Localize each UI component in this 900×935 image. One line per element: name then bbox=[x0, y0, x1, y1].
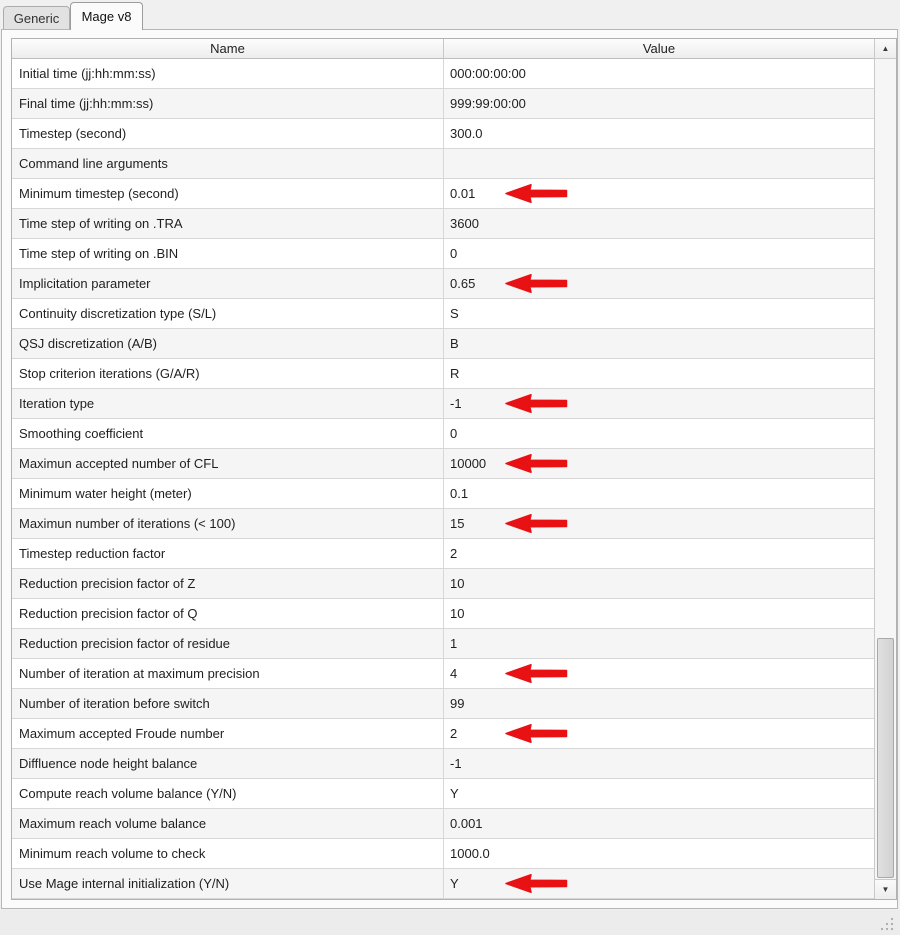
param-value-cell[interactable] bbox=[444, 839, 874, 868]
param-name-cell[interactable]: Smoothing coefficient bbox=[12, 419, 444, 448]
param-name-cell[interactable]: Time step of writing on .TRA bbox=[12, 209, 444, 238]
param-value-text: 0 bbox=[450, 426, 458, 441]
param-value-text: 10000 bbox=[450, 456, 487, 471]
param-name-cell[interactable]: Initial time (jj:hh:mm:ss) bbox=[12, 59, 444, 88]
param-value-cell[interactable] bbox=[444, 659, 874, 688]
table-row[interactable] bbox=[12, 479, 874, 509]
param-value-text: 0.001 bbox=[450, 816, 483, 831]
param-name-cell[interactable]: Maximun accepted number of CFL bbox=[12, 449, 444, 478]
red-arrow-annotation bbox=[504, 723, 570, 744]
table-row[interactable] bbox=[12, 149, 874, 179]
param-value-text: 0.1 bbox=[450, 486, 469, 501]
param-value-cell[interactable] bbox=[444, 299, 874, 328]
table-row[interactable] bbox=[12, 869, 874, 899]
param-value-cell[interactable] bbox=[444, 809, 874, 838]
red-arrow-annotation bbox=[504, 393, 570, 414]
param-name-cell[interactable]: Reduction precision factor of residue bbox=[12, 629, 444, 658]
param-name-cell[interactable]: Maximum reach volume balance bbox=[12, 809, 444, 838]
param-value-text: 10 bbox=[450, 606, 465, 621]
param-value-cell[interactable] bbox=[444, 569, 874, 598]
param-value-text: 2 bbox=[450, 546, 458, 561]
param-value-text: 0 bbox=[450, 246, 458, 261]
table-row[interactable] bbox=[12, 599, 874, 629]
table-row[interactable] bbox=[12, 539, 874, 569]
table-row[interactable] bbox=[12, 239, 874, 269]
column-header-name[interactable]: Name bbox=[12, 39, 444, 59]
scroll-up-button[interactable] bbox=[875, 39, 896, 59]
red-arrow-annotation bbox=[504, 513, 570, 534]
param-value-cell[interactable] bbox=[444, 149, 874, 178]
param-value-cell[interactable] bbox=[444, 869, 874, 898]
param-name-cell[interactable]: Number of iteration at maximum precision bbox=[12, 659, 444, 688]
table-header bbox=[12, 39, 896, 59]
param-name-cell[interactable]: Timestep reduction factor bbox=[12, 539, 444, 568]
param-name-cell[interactable]: Diffluence node height balance bbox=[12, 749, 444, 778]
parameters-table bbox=[11, 38, 897, 900]
red-arrow-annotation bbox=[504, 183, 570, 204]
table-row[interactable] bbox=[12, 419, 874, 449]
table-body bbox=[12, 59, 874, 899]
table-row[interactable] bbox=[12, 809, 874, 839]
scrollbar-thumb[interactable] bbox=[877, 638, 894, 878]
table-row[interactable] bbox=[12, 449, 874, 479]
table-row[interactable] bbox=[12, 779, 874, 809]
param-name-cell[interactable]: Stop criterion iterations (G/A/R) bbox=[12, 359, 444, 388]
tab-generic[interactable]: Generic bbox=[3, 6, 70, 30]
table-row[interactable] bbox=[12, 209, 874, 239]
table-row[interactable] bbox=[12, 689, 874, 719]
param-value-cell[interactable] bbox=[444, 239, 874, 268]
param-name-cell[interactable]: Use Mage internal initialization (Y/N) bbox=[12, 869, 444, 898]
param-name-cell[interactable]: Implicitation parameter bbox=[12, 269, 444, 298]
param-value-text: -1 bbox=[450, 756, 462, 771]
param-name-cell[interactable]: Final time (jj:hh:mm:ss) bbox=[12, 89, 444, 118]
table-row[interactable] bbox=[12, 719, 874, 749]
param-name-cell[interactable]: QSJ discretization (A/B) bbox=[12, 329, 444, 358]
param-value-cell[interactable] bbox=[444, 269, 874, 298]
param-value-text: B bbox=[450, 336, 459, 351]
param-name-cell[interactable]: Compute reach volume balance (Y/N) bbox=[12, 779, 444, 808]
param-value-cell[interactable] bbox=[444, 689, 874, 718]
red-arrow-annotation bbox=[504, 663, 570, 684]
red-arrow-annotation bbox=[504, 453, 570, 474]
table-row[interactable] bbox=[12, 179, 874, 209]
param-value-text: S bbox=[450, 306, 459, 321]
param-value-cell[interactable] bbox=[444, 179, 874, 208]
param-value-cell[interactable] bbox=[444, 329, 874, 358]
tab-panel bbox=[1, 29, 898, 909]
param-name-cell[interactable]: Command line arguments bbox=[12, 149, 444, 178]
param-value-cell[interactable] bbox=[444, 59, 874, 88]
tab-mage-v8[interactable]: Mage v8 bbox=[70, 2, 143, 30]
param-value-text: R bbox=[450, 366, 460, 381]
scroll-down-button[interactable] bbox=[875, 879, 896, 899]
param-value-cell[interactable] bbox=[444, 779, 874, 808]
table-row[interactable] bbox=[12, 89, 874, 119]
param-name-cell[interactable]: Reduction precision factor of Q bbox=[12, 599, 444, 628]
param-value-cell[interactable] bbox=[444, 209, 874, 238]
table-row[interactable] bbox=[12, 119, 874, 149]
param-value-text: 0.01 bbox=[450, 186, 476, 201]
table-row[interactable] bbox=[12, 329, 874, 359]
table-row[interactable] bbox=[12, 389, 874, 419]
param-value-text: Y bbox=[450, 876, 459, 891]
param-name-cell[interactable]: Iteration type bbox=[12, 389, 444, 418]
param-name-cell[interactable]: Continuity discretization type (S/L) bbox=[12, 299, 444, 328]
param-value-text: 1000.0 bbox=[450, 846, 490, 861]
param-value-text: 99 bbox=[450, 696, 465, 711]
param-value-text: Y bbox=[450, 786, 459, 801]
param-value-cell[interactable] bbox=[444, 419, 874, 448]
param-value-cell[interactable] bbox=[444, 599, 874, 628]
param-value-text: 999:99:00:00 bbox=[450, 96, 526, 111]
table-row[interactable] bbox=[12, 509, 874, 539]
param-value-cell[interactable] bbox=[444, 509, 874, 538]
param-name-cell[interactable]: Timestep (second) bbox=[12, 119, 444, 148]
param-value-cell[interactable] bbox=[444, 359, 874, 388]
chevron-down-icon: ▼ bbox=[881, 885, 890, 894]
param-value-text: 1 bbox=[450, 636, 458, 651]
param-value-cell[interactable] bbox=[444, 449, 874, 478]
param-value-text: 300.0 bbox=[450, 126, 483, 141]
param-name-cell[interactable]: Minimum water height (meter) bbox=[12, 479, 444, 508]
param-value-text: 000:00:00:00 bbox=[450, 66, 526, 81]
param-name-cell[interactable]: Number of iteration before switch bbox=[12, 689, 444, 718]
param-value-cell[interactable] bbox=[444, 749, 874, 778]
status-bar bbox=[0, 910, 900, 935]
table-row[interactable] bbox=[12, 749, 874, 779]
param-name-cell[interactable]: Maximun number of iterations (< 100) bbox=[12, 509, 444, 538]
param-name-cell[interactable]: Minimum timestep (second) bbox=[12, 179, 444, 208]
param-value-cell[interactable] bbox=[444, 89, 874, 118]
resize-grip-icon[interactable] bbox=[879, 916, 895, 932]
param-name-cell[interactable]: Minimum reach volume to check bbox=[12, 839, 444, 868]
param-value-text: 15 bbox=[450, 516, 465, 531]
table-row[interactable] bbox=[12, 59, 874, 89]
param-value-cell[interactable] bbox=[444, 719, 874, 748]
param-value-cell[interactable] bbox=[444, 389, 874, 418]
red-arrow-annotation bbox=[504, 873, 570, 894]
table-row[interactable] bbox=[12, 839, 874, 869]
param-value-text: 2 bbox=[450, 726, 458, 741]
table-row[interactable] bbox=[12, 659, 874, 689]
param-value-cell[interactable] bbox=[444, 539, 874, 568]
table-row[interactable] bbox=[12, 299, 874, 329]
param-value-text: 3600 bbox=[450, 216, 479, 231]
param-value-text: 0.65 bbox=[450, 276, 476, 291]
table-row[interactable] bbox=[12, 359, 874, 389]
param-value-cell[interactable] bbox=[444, 119, 874, 148]
param-value-cell[interactable] bbox=[444, 629, 874, 658]
table-row[interactable] bbox=[12, 569, 874, 599]
param-name-cell[interactable]: Time step of writing on .BIN bbox=[12, 239, 444, 268]
red-arrow-annotation bbox=[504, 273, 570, 294]
vertical-scrollbar[interactable] bbox=[874, 39, 896, 899]
param-name-cell[interactable]: Maximum accepted Froude number bbox=[12, 719, 444, 748]
chevron-up-icon: ▲ bbox=[881, 44, 890, 53]
table-row[interactable] bbox=[12, 629, 874, 659]
param-value-text: 4 bbox=[450, 666, 458, 681]
param-name-cell[interactable]: Reduction precision factor of Z bbox=[12, 569, 444, 598]
table-row[interactable] bbox=[12, 269, 874, 299]
column-header-value[interactable]: Value bbox=[444, 39, 874, 59]
param-value-text: 10 bbox=[450, 576, 465, 591]
tab-bar bbox=[0, 0, 900, 30]
param-value-text: -1 bbox=[450, 396, 462, 411]
param-value-cell[interactable] bbox=[444, 479, 874, 508]
